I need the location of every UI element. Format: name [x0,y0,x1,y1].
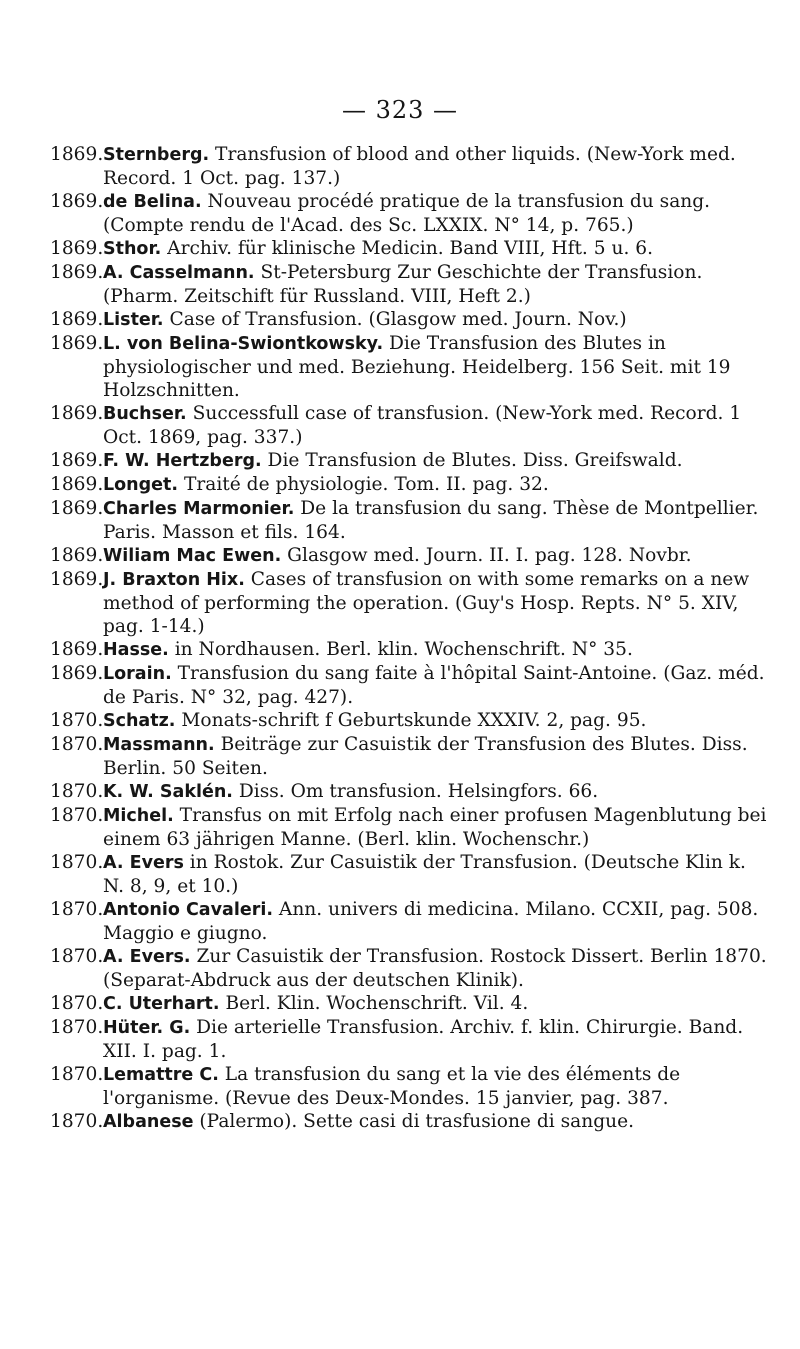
entry-year: 1870. [50,852,104,873]
bibliography-entry [50,402,772,449]
bibliography-entry [50,898,772,945]
entry-year: 1870. [50,946,104,967]
entry-text: in Rostok. Zur Casuistik der Transfusion. (Deutsche Klin k. N. 8, 9, et 10.) [103,852,746,897]
entry-text: Glasgow med. Journ. II. I. pag. 128. Novbr. [281,545,692,566]
entry-year: 1870. [50,781,104,802]
entry-text: Zur Casuistik der Transfusion. Rostock Dissert. Berlin 1870. (Separat-Abdruck aus der deutschen Klinik). [103,946,767,991]
entry-year: 1869. [50,569,104,590]
entry-year: 1869. [50,663,104,684]
entry-author: Hüter. G. [103,1018,191,1038]
entry-year: 1869. [50,545,104,566]
entry-text: (Palermo). Sette casi di trasfusione di sangue. [193,1111,634,1132]
entry-text: Diss. Om transfusion. Helsingfors. 66. [232,781,599,802]
bibliography-entry [50,568,772,638]
entry-year: 1869. [50,639,104,660]
bibliography-entry [50,544,772,568]
bibliography-entry [50,733,772,780]
entry-author: A. Casselmann. [103,263,255,283]
entry-author: F. W. Hertzberg. [103,451,262,471]
bibliography-entry [50,143,772,190]
entry-text: Die Transfusion des Blutes in physiologischer und med. Beziehung. Heidelberg. 156 Seit. mit 19 Holzschnitten. [103,333,731,401]
entry-text: Transfusion of blood and other liquids. (New-York med. Record. 1 Oct. pag. 137.) [103,144,736,189]
entry-author: Hasse. [103,640,169,660]
bibliography-entry [50,1063,772,1110]
entry-author: Sthor. [103,239,162,259]
entry-text: in Nordhausen. Berl. klin. Wochenschrift. N° 35. [168,639,633,660]
bibliography-list [50,143,772,1134]
entry-text: Traité de physiologie. Tom. II. pag. 32. [178,474,549,495]
entry-year: 1870. [50,1064,104,1085]
entry-year: 1870. [50,1017,104,1038]
entry-author: Charles Marmonier. [103,499,295,519]
entry-text: St-Petersburg Zur Geschichte der Transfusion. (Pharm. Zeitschift für Russland. VIII, Heft 2.) [103,262,703,307]
entry-text: Cases of transfusion on with some remarks on a new method of performing the operation. (Guy's Hosp. Repts. N° 5. XIV, pag. 1-14.) [103,569,750,637]
entry-text: Nouveau procédé pratique de la transfusion du sang. (Compte rendu de l'Acad. des Sc. LXXIX. N° 14, p. 765.) [103,191,711,236]
entry-year: 1869. [50,262,104,283]
entry-author: L. von Belina-Swiontkowsky. [103,334,384,354]
bibliography-entry [50,638,772,662]
entry-text: Die arterielle Transfusion. Archiv. f. klin. Chirurgie. Band. XII. I. pag. 1. [103,1017,744,1062]
entry-year: 1869. [50,333,104,354]
bibliography-entry [50,662,772,709]
entry-author: de Belina. [103,192,202,212]
bibliography-entry [50,780,772,804]
bibliography-entry [50,992,772,1016]
entry-year: 1869. [50,450,104,471]
bibliography-entry [50,804,772,851]
entry-text: Ann. univers di medicina. Milano. CCXII, pag. 508. Maggio e giugno. [103,899,759,944]
entry-author: Longet. [103,475,179,495]
bibliography-entry [50,190,772,237]
bibliography-entry [50,308,772,332]
bibliography-entry [50,945,772,992]
entry-author: Wiliam Mac Ewen. [103,546,282,566]
entry-year: 1870. [50,710,104,731]
bibliography-entry [50,709,772,733]
bibliography-entry [50,497,772,544]
entry-text: De la transfusion du sang. Thèse de Montpellier. Paris. Masson et fils. 164. [103,498,759,543]
entry-text: La transfusion du sang et la vie des éléments de l'organisme. (Revue des Deux-Mondes. 15 janvier, pag. 387. [103,1064,681,1109]
entry-author: Michel. [103,806,174,826]
entry-year: 1869. [50,191,104,212]
bibliography-entry [50,237,772,261]
entry-year: 1870. [50,734,104,755]
entry-year: 1869. [50,309,104,330]
entry-author: Albanese [103,1112,194,1132]
entry-author: Lister. [103,310,164,330]
bibliography-entry [50,1016,772,1063]
bibliography-entry [50,261,772,308]
entry-year: 1869. [50,474,104,495]
entry-author: Lemattre C. [103,1065,219,1085]
entry-year: 1870. [50,1111,104,1132]
entry-author: A. Evers [103,853,184,873]
entry-year: 1869. [50,238,104,259]
entry-author: J. Braxton Hix. [103,570,245,590]
entry-year: 1869. [50,144,104,165]
entry-author: Antonio Cavaleri. [103,900,273,920]
entry-author: K. W. Saklén. [103,782,233,802]
entry-text: Beiträge zur Casuistik der Transfusion des Blutes. Diss. Berlin. 50 Seiten. [103,734,748,779]
entry-text: Archiv. für klinische Medicin. Band VIII, Hft. 5 u. 6. [161,238,654,259]
entry-author: Sternberg. [103,145,210,165]
entry-year: 1870. [50,805,104,826]
entry-year: 1869. [50,498,104,519]
entry-text: Monats-schrift f Geburtskunde XXXIV. 2, pag. 95. [175,710,647,731]
entry-year: 1869. [50,403,104,424]
entry-year: 1870. [50,899,104,920]
entry-author: Massmann. [103,735,215,755]
entry-author: C. Uterhart. [103,994,220,1014]
entry-text: Successfull case of transfusion. (New-York med. Record. 1 Oct. 1869, pag. 337.) [103,403,742,448]
entry-text: Case of Transfusion. (Glasgow med. Journ. Nov.) [163,309,627,330]
entry-text: Die Transfusion de Blutes. Diss. Greifswald. [261,450,683,471]
bibliography-entry [50,449,772,473]
bibliography-entry [50,851,772,898]
bibliography-entry [50,473,772,497]
bibliography-entry [50,332,772,402]
entry-author: Lorain. [103,664,172,684]
entry-author: A. Evers. [103,947,191,967]
page-number: — 323 — [341,96,459,124]
entry-author: Buchser. [103,404,187,424]
entry-year: 1870. [50,993,104,1014]
entry-text: Berl. Klin. Wochenschrift. Vil. 4. [219,993,529,1014]
bibliography-entry [50,1110,772,1134]
entry-text: Transfus on mit Erfolg nach einer profusen Magenblutung bei einem 63 jährigen Manne. (Berl. klin. Wochenschr.) [103,805,767,850]
entry-text: Transfusion du sang faite à l'hôpital Saint-Antoine. (Gaz. méd. de Paris. N° 32, pag. 427). [103,663,765,708]
entry-author: Schatz. [103,711,176,731]
